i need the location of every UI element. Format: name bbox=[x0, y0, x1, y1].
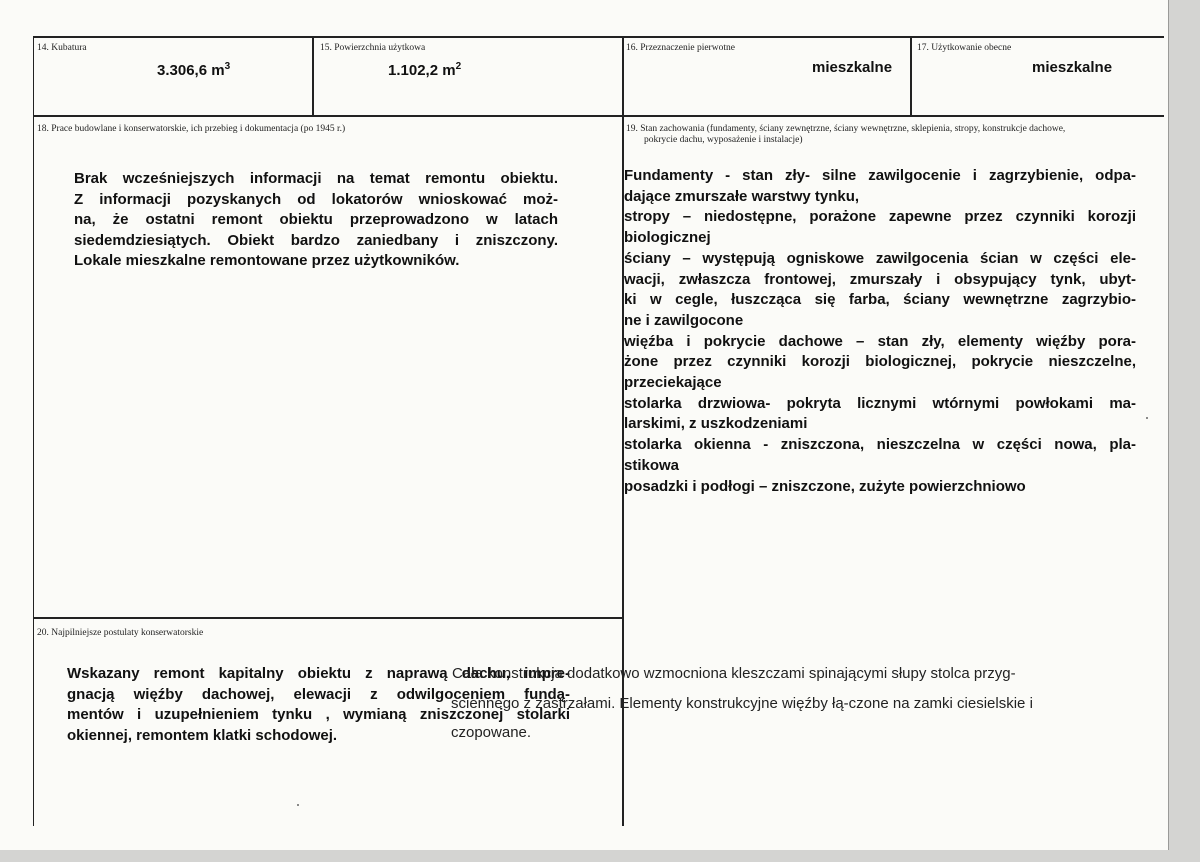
volume-value: 3.306,6 m bbox=[157, 62, 225, 79]
f18-line: Z informacji pozyskanych od lokatorów wnioskować moż- bbox=[74, 190, 558, 208]
f19-line: Fundamenty - stan zły- silne zawilgocenie i zagrzybienie, odpa- bbox=[624, 167, 1136, 184]
divider-16-17 bbox=[910, 36, 912, 116]
f19-line: biologicznej bbox=[624, 229, 711, 247]
f18-line: Lokale mieszkalne remontowane przez użytkowników. bbox=[74, 252, 460, 269]
f20-line: okiennej, remontem klatki schodowej. bbox=[67, 726, 338, 744]
field-20-label: 20. Najpilniejsze postulaty konserwatorskie bbox=[37, 628, 204, 638]
field-14-label: 14. Kubatura bbox=[37, 43, 87, 53]
field-17-value: mieszkalne bbox=[1032, 59, 1113, 76]
overlay-line-3: czopowane. bbox=[451, 724, 532, 741]
f19-line: stolarka drzwiowa- pokryta licznymi wtórnymi powłokami ma- bbox=[624, 394, 1136, 412]
f19-line: stikowa bbox=[624, 456, 680, 474]
overlay-line-2: sciennego z zastrzałami. Elementy konstrukcyjne więźby łą-czone na zamki ciesielskie i bbox=[451, 695, 1033, 712]
f19-line: więźba i pokrycie dachowe – stan zły, elementy więźby pora- bbox=[624, 332, 1136, 350]
f20-line: gnacją więźby dachowej, elewacji z odwilgoceniem fundą- bbox=[67, 685, 570, 703]
f18-line: siedemdziesiątych. Obiekt bardzo zaniedbany i zniszczony. bbox=[74, 231, 558, 249]
field-16-value: mieszkalne bbox=[812, 59, 893, 76]
f19-line: ściany – występują ogniskowe zawilgocenia ścian w części ele- bbox=[624, 249, 1136, 267]
f19-line: stolarka okienna - zniszczona, nieszczelna w części nowa, pla- bbox=[624, 436, 1136, 454]
area-value: 1.102,2 m bbox=[388, 62, 456, 79]
left-border bbox=[33, 36, 34, 826]
area-unit-exponent: 2 bbox=[455, 61, 462, 72]
f19-line: posadzki i podłogi – zniszczone, zużyte powierzchniowo bbox=[624, 477, 1026, 495]
box18-bottom-rule bbox=[33, 617, 623, 619]
field-15-value bbox=[388, 62, 461, 79]
row1-bottom-rule bbox=[33, 115, 1164, 117]
scan-speck bbox=[1146, 417, 1148, 419]
f19-line: ne i zawilgocone bbox=[624, 311, 744, 329]
f18-line: na, że ostatni remont obiektu przeprowadzono w latach bbox=[74, 211, 558, 228]
f19-line: przeciekające bbox=[624, 374, 722, 392]
f19-line: ki w cegle, łuszcząca się farba, ściany wewnętrzne zagrzybio- bbox=[624, 291, 1136, 309]
field-19-label-line2: pokrycie dachu, wyposażenie i instalacje) bbox=[644, 135, 803, 145]
volume-unit-exponent: 3 bbox=[224, 61, 231, 72]
field-18-label: 18. Prace budowlane i konserwatorskie, ich przebieg i dokumentacja (po 1945 r.) bbox=[37, 124, 346, 134]
f19-line: żone przez czynniki korozji biologicznej, pokrycie nieszczelne, bbox=[624, 353, 1136, 371]
f18-line: Brak wcześniejszych informacji na temat remontu obiektu. bbox=[74, 170, 558, 187]
f19-line: wacji, zwłaszcza frontowej, zmurszały i obsypujący tynk, ubyt- bbox=[624, 270, 1136, 288]
divider-14-15 bbox=[312, 36, 314, 116]
f19-line: larskimi, z uszkodzeniami bbox=[624, 415, 808, 433]
field-15-label: 15. Powierzchnia użytkowa bbox=[320, 43, 426, 53]
field-17-label: 17. Użytkowanie obecne bbox=[917, 43, 1012, 53]
overlay-line-1: Cała konstrukcja dodatkowo wzmocniona kleszczami spinającymi słupy stolca przyg- bbox=[452, 665, 1016, 682]
f20-line: Wskazany remont kapitalny obiektu z naprawą dachu, impre- bbox=[67, 665, 570, 682]
field-19-label-line1: 19. Stan zachowania (fundamenty, ściany zewnętrzne, ściany wewnętrzne, sklepienia, stropy, konstrukcje dachowe, bbox=[626, 124, 1066, 134]
field-14-value bbox=[157, 62, 230, 79]
f19-line: stropy – niedostępne, porażone zapewne przez czynniki korozji bbox=[624, 208, 1136, 226]
top-rule bbox=[33, 36, 1164, 38]
f19-line: dające zmurszałe warstwy tynku, bbox=[624, 187, 860, 205]
field-16-label: 16. Przeznaczenie pierwotne bbox=[626, 43, 735, 53]
scan-speck bbox=[297, 804, 299, 806]
field-18-text bbox=[74, 169, 558, 272]
field-19-text bbox=[624, 166, 1136, 497]
f20-line: mentów i uzupełnieniem tynku , wymianą zniszczonej stolarki bbox=[67, 706, 570, 723]
